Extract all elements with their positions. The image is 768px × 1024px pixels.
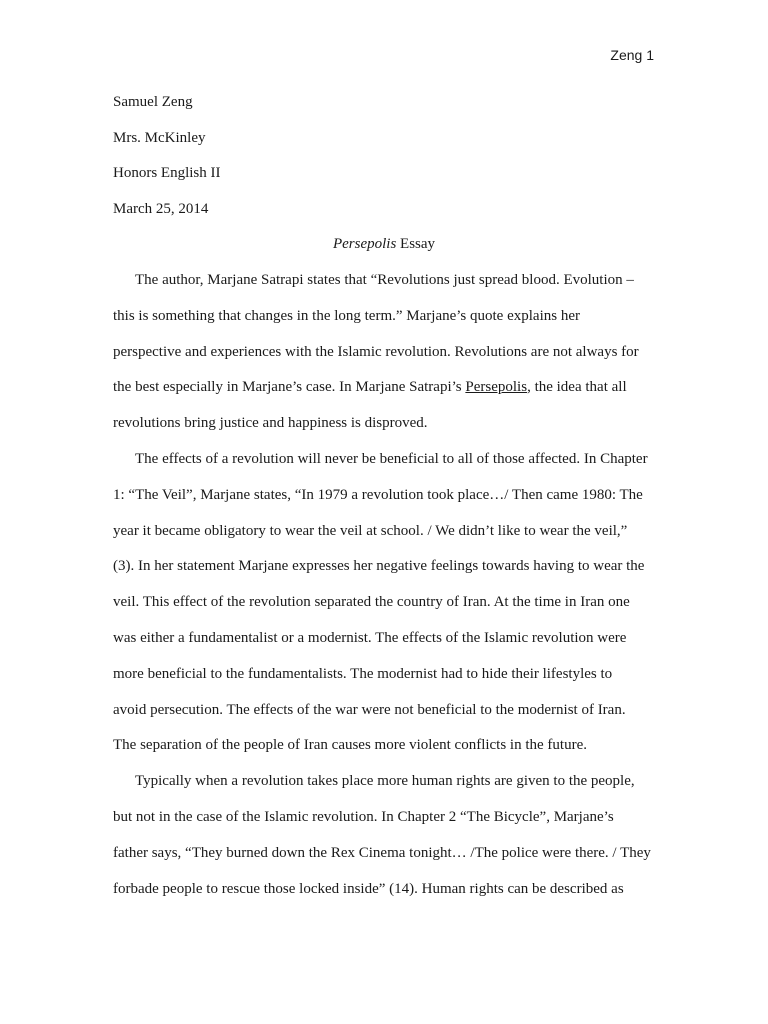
course-name: Honors English II [113,165,221,181]
paragraph-1-line: perspective and experiences with the Islamic revolution. Revolutions are not always for [113,343,639,360]
paragraph-3-line: Typically when a revolution takes place more human rights are given to the people, [135,773,635,790]
title-rest: Essay [396,236,436,252]
paragraph-3-line: forbade people to rescue those locked inside” (14). Human rights can be described as [113,880,624,897]
book-title-underlined: Persepolis [465,379,528,396]
essay-body [113,270,659,914]
paragraph-1-line: The author, Marjane Satrapi states that “Revolutions just spread blood. Evolution – [135,272,634,288]
paragraph-2-line: The separation of the people of Iran causes more violent conflicts in the future. [113,737,587,754]
text-run: , the idea that all [527,379,627,396]
paragraph-1-line: this is something that changes in the long term.” Marjane’s quote explains her [113,307,580,324]
page-header: Zeng 1 [610,47,654,63]
paragraph-2-line: veil. This effect of the revolution separated the country of Iran. At the time in Iran one [113,594,630,611]
title-italic: Persepolis [332,236,397,252]
paragraph-1-line: revolutions bring justice and happiness is disproved. [113,415,428,432]
paragraph-2-line: The effects of a revolution will never be beneficial to all of those affected. In Chapter [135,450,648,467]
paragraph-1-line [113,377,659,413]
student-name: Samuel Zeng [113,94,193,110]
paragraph-2-line: more beneficial to the fundamentalists. The modernist had to hide their lifestyles to [113,665,613,682]
paragraph-2-line: (3). In her statement Marjane expresses her negative feelings towards having to wear the [113,558,645,575]
text-run: the best especially in Marjane’s case. In Marjane Satrapi’s [113,379,466,396]
paragraph-3-line: father says, “They burned down the Rex Cinema tonight… /The police were there. / They [113,844,651,861]
paragraph-2-line: was either a fundamentalist or a modernist. The effects of the Islamic revolution were [113,629,627,646]
paragraph-2-line: year it became obligatory to wear the veil at school. / We didn’t like to wear the veil,” [113,522,628,539]
essay-date: March 25, 2014 [113,201,209,217]
paragraph-2-line: avoid persecution. The effects of the war were not beneficial to the modernist of Iran. [113,701,626,718]
essay-title [0,234,768,254]
paragraph-3-line: but not in the case of the Islamic revolution. In Chapter 2 “The Bicycle”, Marjane’s [113,808,614,825]
teacher-name: Mrs. McKinley [113,130,206,146]
paragraph-2-line: 1: “The Veil”, Marjane states, “In 1979 a revolution took place…/ Then came 1980: The [113,486,643,503]
